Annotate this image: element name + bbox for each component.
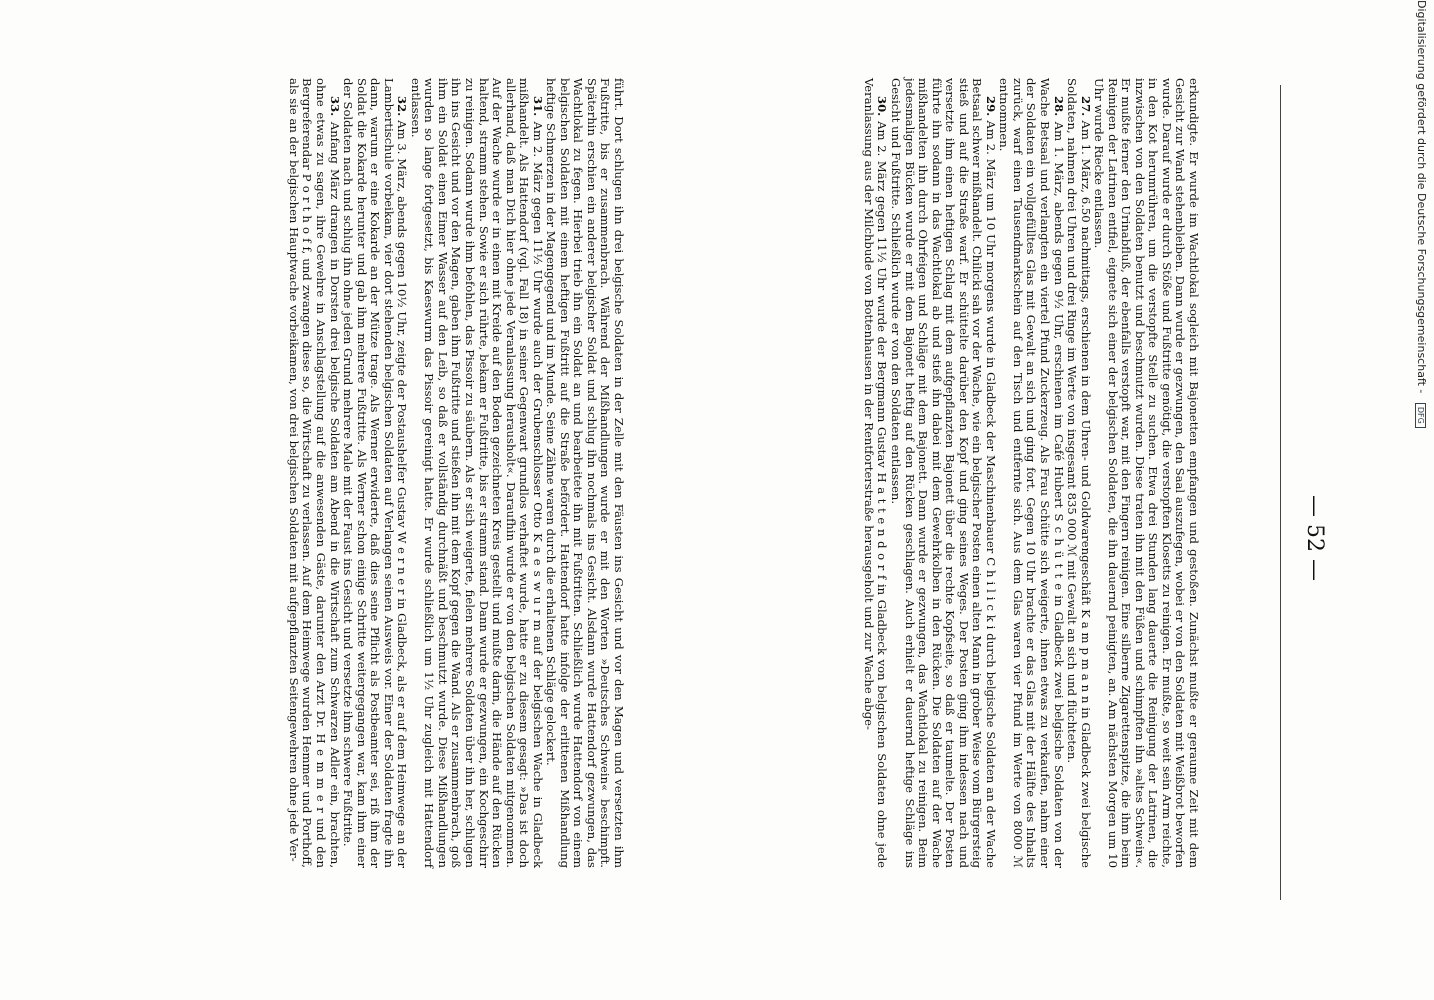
case-number: 28.	[1051, 96, 1066, 122]
case-number: 32.	[395, 96, 410, 121]
text-column-left	[0, 78, 625, 868]
paragraph	[544, 78, 625, 868]
paragraph-text: Am 2. März gegen 11½ Uhr wurde der Bergmann Gustav H a t t e n d o r f in Gladbeck von belgischen Soldaten ohne jede Veranlassung aus der Milchbude von Bottenhausen in der Rentforterstraße herausgeholt und zur Wache abge-	[861, 78, 890, 868]
paragraph-text: erkundigte. Er wurde im Wachtlokal sogleich mit Bajonetten empfangen und gestoßen. Zunächst mußte er geraume Zeit mit dem Gesicht zur Wand stehenbleiben. Dann wurde er gezwungen, den Saal auszufegen, wobei er von den Soldaten mit Weißbrot beworfen wurde. Darauf wurde er durch Stöße und Fußtritte genötigt, die verstopften Klosetts zu reinigen. Er mußte, so weit sein Arm reichte, in den Kot herumrühren, um die verstopfte Stelle zu suchen. Etwa drei Stunden lang dauerte die Reinigung der Latrinen, die inzwischen von den Soldaten benutzt und beschmutzt wurden. Diese traten ihn mit den Füßen und schimpften ihn »altes Schwein«. Er mußte ferner den Urinabfluß, der ebenfalls verstopft war, mit den Fingern reinigen. Eine silberne Zigarettenspitze, die ihm beim Reinigen der Latrinen entfiel, eignete sich einer der belgischen Soldaten, die ihn dauernd peinigten, an. Am nächsten Morgen um 10 Uhr wurde Riecke entlassen.	[1092, 78, 1201, 868]
case-number: 33.	[327, 96, 342, 122]
paragraph-text: Am 2. März um 10 Uhr morgens wurde in Gladbeck der Maschinenbauer C h i l i c k i durch belgische Soldaten an der Wache Betsaal schwer mißhandelt. Chilicki sah vor der Wache, wie ein belgischer Posten einen alten Mann in grober Weise vom Bürgersteig stieß und auf die Straße warf. Er schüttelte darüber den Kopf und ging seines Weges. Der Posten ging ihm indessen nach und versetzte ihm einen heftigen Schlag mit dem aufgepflanzten Bajonett über die rechte Kopfseite, so daß er taumelte. Der Posten führte ihn sodann in das Wachtlokal ab und stieß ihn dabei mit dem Gewehrkolben in den Rücken. Die Soldaten auf der Wache mißhandelten ihn durch Ohrfeigen und Schläge mit dem Bajonett. Dann wurde er gezwungen, das Wachtlokal zu reinigen. Beim jedesmaligen Bücken wurde er mit dem Bajonett heftig auf den Rücken geschlagen. Auch erhielt er dauernd heftige Schläge ins Gesicht und Fußtritte. Schließlich wurde er von den Soldaten entlassen.	[888, 78, 998, 868]
case-number: 27.	[1078, 96, 1093, 121]
paragraph-text: Am 1. März, abends gegen 9½ Uhr, erschienen im Café Hubert S c h ü t t e in Gladbeck zwei belgische Soldaten von der Wache Betsaal und verlangten ein viertel Pfund Zuckerzeug. Als Frau Schütte sich weigerte, ihnen etwas zu verkaufen, nahm einer der Soldaten ein vollgefülltes Glas mit Gewalt an sich und ging fort. Gegen 10 Uhr brachte er das Glas mit der Hälfte des Inhalts zurück, warf einen Tausendmarkschein auf den Tisch und entfernte sich. Aus dem Glas waren vier Pfund im Werte von 8000 ℳ entnommen.	[997, 78, 1066, 868]
paragraph	[1092, 78, 1200, 868]
dfg-logo: DFG	[1415, 403, 1426, 428]
footer-text: Digitalisierung gefördert durch die Deutsche Forschungsgemeinschaft -	[1415, 0, 1428, 394]
case-number: 29.	[983, 96, 998, 121]
paragraph-text: führt. Dort schlugen ihn drei belgische Soldaten in der Zelle mit den Fäusten ins Gesicht und vor den Magen und versetzten ihm Fußtritte, bis er zusammenbrach. Während der Mißhandlungen wurde er mit den Worten »Deutsches Schwein« beschimpft. Späterhin erschien ein anderer belgischer Soldat und schlug ihn nochmals ins Gesicht. Alsdann wurde Hattendorf gezwungen, das Wachtlokal zu fegen. Hierbei trieb ihn ein Soldat an und bearbeitete ihn mit Fußtritten. Schließlich wurde Hattendorf von einem belgischen Soldaten mit einem heftigen Fußtritt auf die Straße befördert. Hattendorf hatte infolge der erlittenen Mißhandlung heftige Schmerzen in der Magengegend und im Munde. Seine Zähne waren durch die erhaltenen Schläge gelockert.	[544, 78, 626, 868]
paragraph-text: Am 2. März gegen 11½ Uhr wurde auch der Grubenschlosser Otto K a e s w u r m auf der belgischen Wache in Gladbeck mißhandelt. Als Hattendorf (vgl. Fall 18) in seiner Gegenwart grundlos verhaftet wurde, hatte er zu diesem gesagt: »Das ist doch allerhand, daß man Dich hier ohne jede Veranlassung herausholt«. Daraufhin wurde er von den belgischen Soldaten mitgenommen. Auf der Wache wurde er in einen mit Kreide auf den Boden gezeichneten Kreis gestellt und mußte darin, die Hände auf den Rücken haltend, stramm stehen. Sowie er sich rührte, bekam er Fußtritte, bis er stramm stand. Dann wurde er gezwungen, ein Kochgeschirr zu reinigen. Sodann wurde ihm befohlen, das Pissoir zu säubern. Als er sich weigerte, fielen mehrere Soldaten über ihn her, schlugen ihn ins Gesicht und vor den Magen, gaben ihm Fußtritte und stießen ihn mit dem Kopf gegen die Wand. Als er zusammenbrach, goß ihm ein Soldat einen Eimer Wasser auf den Leib, so daß er vollständig durchnäßt und beschmutzt wurde. Diese Mißhandlungen wurden so lange fortgesetzt, bis Kaeswurm das Pissoir gereinigt hatte. Er wurde schließlich um 1½ Uhr zugleich mit Hattendorf entlassen.	[408, 78, 545, 868]
paragraph	[997, 78, 1065, 868]
paragraph-text: Am 1. März, 6.50 nachmittags, erschienen in dem Uhren- und Goldwarengeschäft K a m p m a n n in Gladbeck zwei belgische Soldaten, nahmen drei Uhren und drei Ringe im Werte von insgesamt 835 000 ℳ mit Gewalt an sich und flüchteten.	[1065, 78, 1093, 868]
paragraph-text: Am 3. März, abends gegen 10½ Uhr, zeigte der Postaushelfer Gustav W e r n e r in Gladbeck, als er auf dem Heimwege an der Lambertischule vorbeikam, vier dort stehenden belgischen Soldaten auf Verlangen seinen Ausweis vor. Einer der Soldaten fragte ihn dann, warum er eine Kokarde an der Mütze trage. Als Werner erwiderte, daß dies seine Pflicht als Postbeamter sei, riß ihm der Soldat die Kokarde herunter und gab ihm mehrere Fußtritte. Als Werner schon einige Schritte weitergegangen war, kam ihm einer der Soldaten nach und schlug ihn ohne jeden Grund mehrere Male mit der Faust ins Gesicht und versetzte ihm schwere Fußtritte.	[341, 78, 410, 868]
paragraph	[1065, 78, 1092, 868]
paragraph-text: Anfang März drangen in Dorsten drei belgische Soldaten am Abend in die Wirtschaft zum Schwarzen Adler ein, brachten, ohne etwas zu sagen, ihre Gewehre in Anschlagstellung auf die anwesenden Gäste, darunter den Arzt Dr. H e m m e r und den Bergreferendar P o r t h o f f, und zwangen diese so, die Wirtschaft zu verlassen. Auf dem Heimwege wurden Hemmer und Porthoff, als sie an der belgischen Hauptwache vorbeikamen, von drei belgischen Soldaten mit aufgepflanzten Seitengewehren ohne jede Ver-	[286, 78, 342, 868]
case-number: 31.	[530, 96, 545, 122]
column-divider	[1280, 85, 1281, 900]
case-number: 30.	[875, 96, 890, 122]
paragraph	[888, 78, 996, 868]
footer-credit	[1415, 0, 1428, 1000]
paragraph	[408, 78, 543, 868]
paragraph	[861, 78, 888, 868]
page-number: — 52 —	[1302, 495, 1327, 581]
paragraph	[286, 78, 340, 868]
paragraph	[341, 78, 409, 868]
